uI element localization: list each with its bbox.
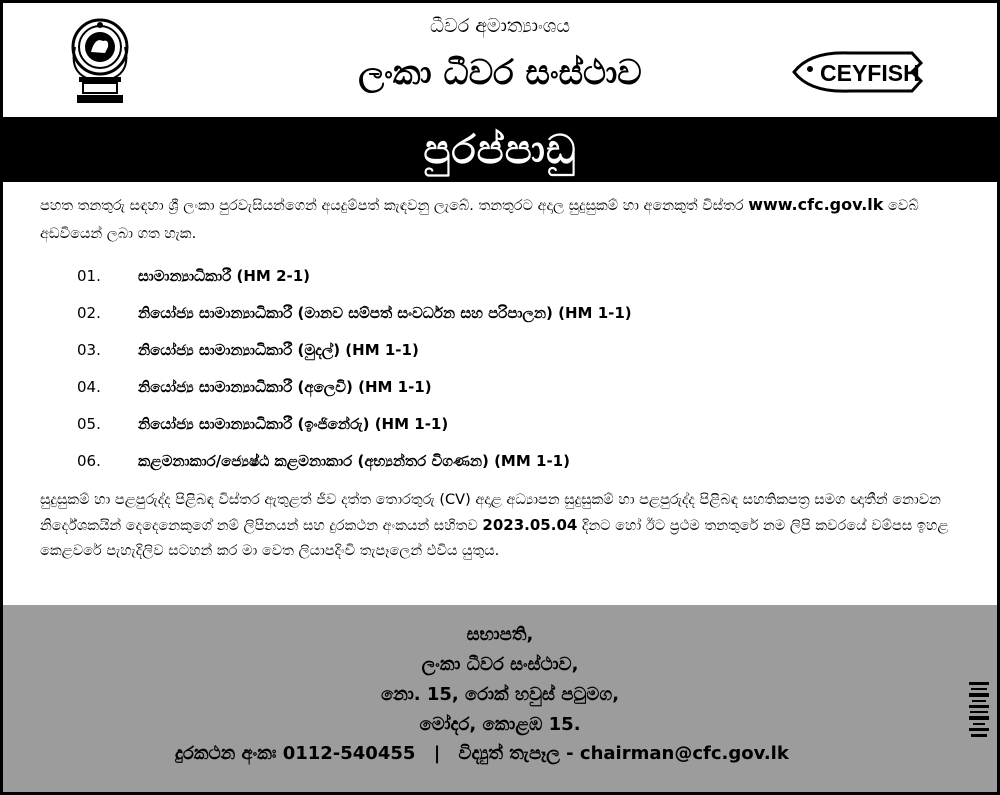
position-item [40,405,963,442]
email-label: විද්‍යුත් තැපෑල - [458,743,574,764]
instructions-text: සුදුසුකම් හා පළපුරුද්ද පිළිබඳ විස්තර ඇතුළත් ජීව දත්ත තොරතුරු (CV) අදාළ අධ්‍යාපන සුදුසුකම් හා පළපුරුද්ද පිළිබඳ සහතිකපත්‍ර සමග ඥාතීන් නොවන නිර්දේශකයින් දෙදෙනෙකුගේ නම් ලිපිනයන් සහ දුරකථන අංකයන් සහිතව [40,492,941,534]
address-line: මෝදර, කොළඹ 15. [419,714,581,735]
position-title: කළමනාකාර/ජ්‍යෙෂ්ඨ කළමනාකාර (අභ්‍යන්තර විගණන) (MM 1-1) [138,451,570,470]
positions-list [40,257,963,479]
position-title: නියෝජ්‍ය සාමාන්‍යාධිකාරී (අලෙවි) (HM 1-1) [138,377,432,396]
address-line: නො. 15, රොක් හවුස් පටුමග, [380,684,620,705]
position-number: 04. [77,377,101,396]
position-title: නියෝජ්‍ය සාමාන්‍යාධිකාරී (මානව සම්පත් සංවර්ධන සහ පරිපාලන) (HM 1-1) [138,303,632,322]
intro-paragraph [40,191,963,248]
notice-body [3,182,997,564]
ceyfish-logo [790,49,923,95]
position-title: නියෝජ්‍ය සාමාන්‍යාධිකාරී (මුදල්) (HM 1-1) [138,340,419,359]
ministry-name: ධීවර අමාත්‍යාංශය [429,15,571,37]
address-line: ලංකා ධීවර සංස්ථාව, [421,654,579,675]
contact-footer [3,605,997,792]
position-item [40,257,963,294]
position-item [40,442,963,479]
postal-address [3,620,997,740]
email-address[interactable]: chairman@cfc.gov.lk [579,743,789,764]
application-instructions [40,488,963,564]
position-item [40,331,963,368]
contact-line [175,743,789,764]
organization-name: ලංකා ධීවර සංස්ථාව [358,53,642,93]
contact-separator: | [433,743,441,764]
instructions-text-end: දිනට හෝ ඊට ප්‍රථම තනතුරේ නම ලිපි කවරයේ වම්පස ඉහළ කෙළවරේ පැහැදිලිව සටහන් කර මා වෙත ලියාපදිංචි තැපෑලෙන් එවිය යුතුය. [40,518,949,559]
phone-label: දුරකථන අංකඃ [175,743,277,764]
address-line: සභාපති, [466,624,534,645]
phone-number[interactable]: 0112-540455 [282,743,416,764]
position-number: 06. [77,451,101,470]
position-title: නියෝජ්‍ය සාමාන්‍යාධිකාරී (ඉංජිනේරු) (HM 1-1) [138,414,449,433]
logo-text: CEYFISH [820,60,920,86]
position-title: සාමාන්‍යාධිකාරී (HM 2-1) [138,266,311,285]
intro-text-end: වෙබ් අඩවියෙන් ලබා ගත හැක. [40,198,919,242]
position-number: 01. [77,266,101,285]
position-item [40,368,963,405]
position-number: 02. [77,303,101,322]
vacancies-banner: පුරප්පාඩු [3,119,997,182]
position-number: 03. [77,340,101,359]
position-number: 05. [77,414,101,433]
closing-date: 2023.05.04 [482,516,578,534]
header [3,3,997,119]
position-item [40,294,963,331]
website-link[interactable]: www.cfc.gov.lk [748,195,884,214]
print-code-mark [968,680,990,740]
intro-text: පහත තනතුරු සඳහා ශ්‍රී ලංකා පුරවැසියන්ගෙන් අයදුම්පත් කැඳවනු ලැබේ. තනතුරට අදාල සුදුසුකම් හා අනෙකුත් විස්තර [40,198,749,214]
